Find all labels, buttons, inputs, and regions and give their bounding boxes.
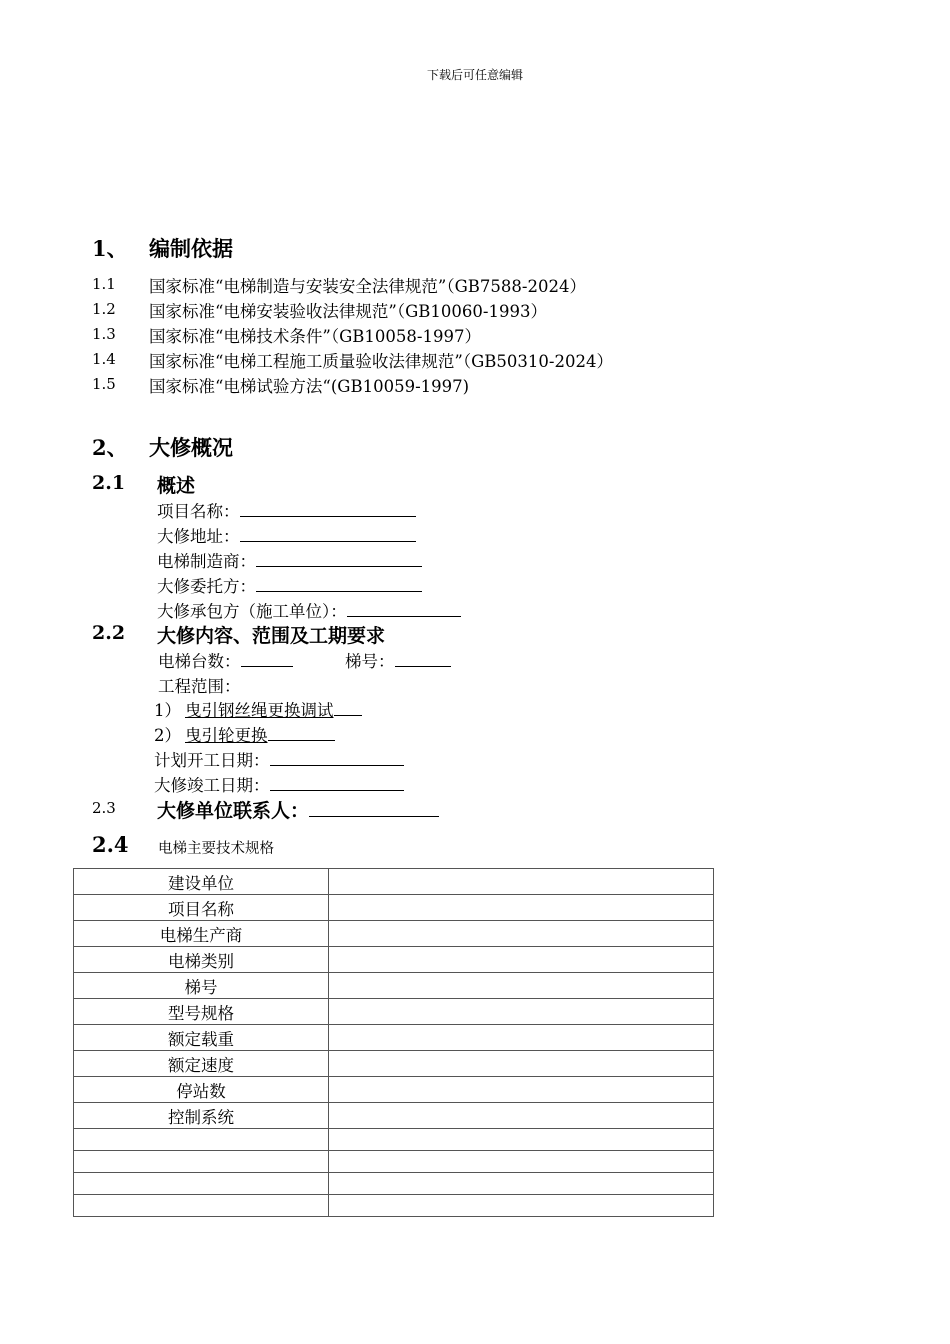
table-row bbox=[74, 869, 714, 895]
table-row bbox=[74, 1195, 714, 1217]
field-label: 电梯制造商： bbox=[157, 552, 256, 571]
table-cell-label: 停站数 bbox=[74, 1077, 329, 1103]
list-item-number: 1.5 bbox=[92, 375, 116, 393]
table-cell-value[interactable] bbox=[329, 921, 714, 947]
subsection-2-2-number: 2.2 bbox=[92, 622, 126, 644]
subsection-2-4-number: 2.4 bbox=[92, 832, 129, 857]
table-cell-value[interactable] bbox=[329, 947, 714, 973]
section2-number: 2、 bbox=[92, 435, 128, 460]
table-cell-value[interactable] bbox=[329, 1151, 714, 1173]
field-label: 计划开工日期： bbox=[154, 751, 270, 770]
blank-line bbox=[256, 548, 422, 567]
section1-number: 1、 bbox=[92, 236, 128, 261]
field-repair-address bbox=[157, 523, 416, 547]
list-item-number: 1.1 bbox=[92, 275, 116, 293]
list-item-text: 国家标准“电梯安装验收法律规范”（GB10060-1993） bbox=[149, 302, 547, 321]
list-item-number: 1.4 bbox=[92, 350, 116, 368]
table-cell-value[interactable] bbox=[329, 1051, 714, 1077]
list-item-number: 1.3 bbox=[92, 325, 116, 343]
field-label: 大修地址： bbox=[157, 527, 240, 546]
header-note: 下载后可任意编辑 bbox=[426, 68, 523, 82]
field-start-date bbox=[154, 747, 404, 771]
blank-line bbox=[270, 747, 404, 766]
field-label: 电梯台数： bbox=[158, 652, 241, 671]
blank-line bbox=[240, 498, 416, 517]
table-row bbox=[74, 1077, 714, 1103]
blank-line bbox=[240, 523, 416, 542]
table-row bbox=[74, 1051, 714, 1077]
field-client bbox=[157, 573, 422, 597]
field-label: 项目名称： bbox=[157, 502, 240, 521]
table-cell-label bbox=[74, 1129, 329, 1151]
list-item-number: 1.2 bbox=[92, 300, 116, 318]
table-row bbox=[74, 947, 714, 973]
table-cell-label bbox=[74, 1195, 329, 1217]
table-cell-label: 控制系统 bbox=[74, 1103, 329, 1129]
table-cell-label bbox=[74, 1151, 329, 1173]
field-end-date bbox=[154, 772, 404, 796]
field-project-name bbox=[157, 498, 416, 522]
table-cell-label: 梯号 bbox=[74, 973, 329, 999]
table-row bbox=[74, 1151, 714, 1173]
scope-item bbox=[154, 697, 362, 721]
field-label: 大修委托方： bbox=[157, 577, 256, 596]
scope-item-text: 曳引轮更换 bbox=[185, 726, 268, 745]
table-cell-value[interactable] bbox=[329, 1077, 714, 1103]
list-item-text: 国家标准“电梯试验方法“(GB10059-1997) bbox=[149, 377, 470, 396]
field-label: 梯号： bbox=[345, 652, 395, 671]
scope-item bbox=[154, 722, 335, 746]
subsection-2-1-number: 2.1 bbox=[92, 472, 126, 494]
blank-line bbox=[268, 722, 335, 741]
table-row bbox=[74, 1025, 714, 1051]
subsection-2-2-title: 大修内容、范围及工期要求 bbox=[157, 625, 386, 647]
blank-line bbox=[270, 772, 404, 791]
list-item-text: 国家标准“电梯工程施工质量验收法律规范”（GB50310-2024） bbox=[149, 352, 613, 371]
list-item-text: 国家标准“电梯制造与安装安全法律规范”（GB7588-2024） bbox=[149, 277, 586, 296]
table-row bbox=[74, 999, 714, 1025]
blank-line bbox=[395, 648, 451, 667]
field-label: 大修承包方（施工单位）： bbox=[157, 602, 347, 621]
field-elevator-count bbox=[158, 648, 293, 672]
blank-line bbox=[334, 697, 362, 716]
subsection-2-4-title: 电梯主要技术规格 bbox=[158, 841, 274, 857]
scope-label: 工程范围： bbox=[158, 677, 241, 696]
table-cell-label: 电梯生产商 bbox=[74, 921, 329, 947]
table-cell-label: 型号规格 bbox=[74, 999, 329, 1025]
blank-line bbox=[256, 573, 422, 592]
table-cell-value[interactable] bbox=[329, 869, 714, 895]
subsection-2-3-number: 2.3 bbox=[92, 799, 116, 817]
table-cell-label: 建设单位 bbox=[74, 869, 329, 895]
field-contact-person bbox=[157, 796, 439, 823]
section1-title: 编制依据 bbox=[149, 236, 233, 261]
spec-table bbox=[73, 868, 714, 1217]
table-row bbox=[74, 1129, 714, 1151]
table-row bbox=[74, 1173, 714, 1195]
subsection-2-1-title: 概述 bbox=[157, 475, 196, 497]
table-row bbox=[74, 973, 714, 999]
table-cell-label: 电梯类别 bbox=[74, 947, 329, 973]
blank-line bbox=[347, 598, 461, 617]
table-cell-value[interactable] bbox=[329, 1103, 714, 1129]
table-cell-value[interactable] bbox=[329, 973, 714, 999]
field-elevator-number bbox=[345, 648, 451, 672]
table-cell-value[interactable] bbox=[329, 1173, 714, 1195]
scope-item-number: 2） bbox=[154, 726, 181, 745]
blank-line bbox=[241, 648, 293, 667]
table-row bbox=[74, 1103, 714, 1129]
table-row bbox=[74, 921, 714, 947]
field-contractor bbox=[157, 598, 461, 622]
table-cell-value[interactable] bbox=[329, 1025, 714, 1051]
list-item-text: 国家标准“电梯技术条件”（GB10058-1997） bbox=[149, 327, 481, 346]
table-cell-label: 项目名称 bbox=[74, 895, 329, 921]
table-cell-label: 额定速度 bbox=[74, 1051, 329, 1077]
scope-item-number: 1） bbox=[154, 701, 181, 720]
table-cell-label bbox=[74, 1173, 329, 1195]
field-label: 大修竣工日期： bbox=[154, 776, 270, 795]
table-cell-label: 额定载重 bbox=[74, 1025, 329, 1051]
table-cell-value[interactable] bbox=[329, 895, 714, 921]
table-cell-value[interactable] bbox=[329, 999, 714, 1025]
blank-line bbox=[309, 797, 439, 817]
scope-item-text: 曳引钢丝绳更换调试 bbox=[185, 701, 334, 720]
section2-title: 大修概况 bbox=[149, 435, 233, 460]
table-cell-value[interactable] bbox=[329, 1129, 714, 1151]
table-cell-value[interactable] bbox=[329, 1195, 714, 1217]
table-row bbox=[74, 895, 714, 921]
subsection-2-3-title: 大修单位联系人： bbox=[157, 800, 310, 822]
field-manufacturer bbox=[157, 548, 422, 572]
